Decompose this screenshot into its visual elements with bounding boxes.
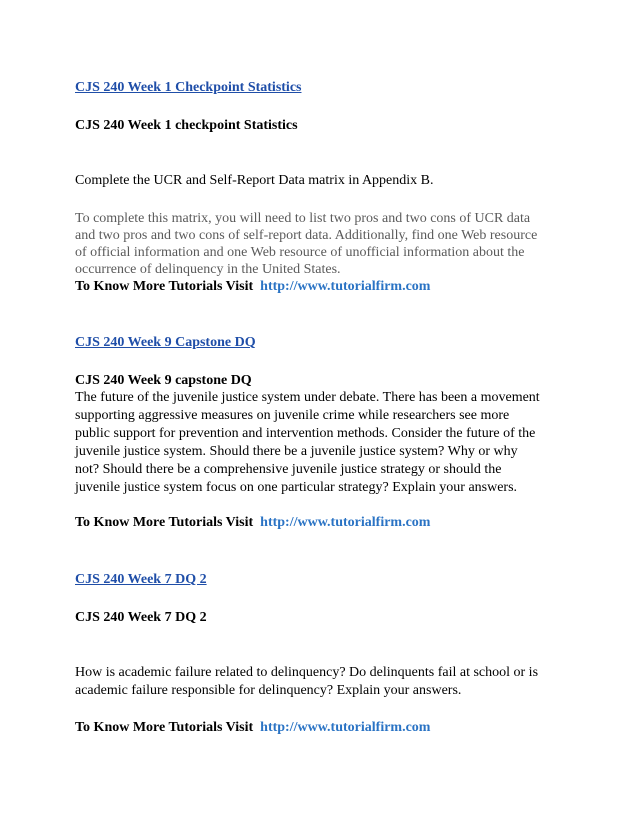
section2-body-line: juvenile justice system focus on one particular strategy? Explain your answers. (75, 480, 518, 495)
section1-body-line: of official information and one Web resource of unofficial information about the (75, 245, 525, 260)
section1-intro: Complete the UCR and Self-Report Data matrix in Appendix B. (75, 173, 434, 188)
section3-cta (75, 719, 430, 737)
section2-cta (75, 514, 430, 532)
section3-cta-label: To Know More Tutorials Visit (75, 720, 254, 735)
section1-body-line: occurrence of delinquency in the United States. (75, 262, 341, 277)
section2-body-line: supporting aggressive measures on juvenile crime while researchers see more (75, 408, 510, 423)
section1-subheading: CJS 240 Week 1 checkpoint Statistics (75, 118, 298, 133)
section2-subheading: CJS 240 Week 9 capstone DQ (75, 373, 252, 388)
section1-body-line: To complete this matrix, you will need to list two pros and two cons of UCR data (75, 211, 531, 226)
section3-cta-url-link[interactable]: http://www.tutorialfirm.com (260, 720, 431, 735)
section2-cta-label: To Know More Tutorials Visit (75, 515, 254, 530)
section2-cta-url-link[interactable]: http://www.tutorialfirm.com (260, 515, 431, 530)
section1-cta-label: To Know More Tutorials Visit (75, 279, 254, 294)
section2-body-line: The future of the juvenile justice system under debate. There has been a movement (75, 390, 540, 405)
section2-body-line: public support for prevention and intervention methods. Consider the future of the (75, 426, 536, 441)
section2-body-line: not? Should there be a comprehensive juvenile justice strategy or should the (75, 462, 502, 477)
section3-heading-link[interactable]: CJS 240 Week 7 DQ 2 (75, 572, 207, 587)
section3-body-line: academic failure responsible for delinquency? Explain your answers. (75, 683, 462, 698)
section2-heading-link[interactable]: CJS 240 Week 9 Capstone DQ (75, 335, 256, 350)
section3-subheading: CJS 240 Week 7 DQ 2 (75, 610, 207, 625)
section1-body-line: and two pros and two cons of self-report data. Additionally, find one Web resource (75, 228, 538, 243)
section2-body-line: juvenile justice system. Should there be a juvenile justice system? Why or why (75, 444, 518, 459)
section1-heading-link[interactable]: CJS 240 Week 1 Checkpoint Statistics (75, 80, 302, 95)
section3-body-line: How is academic failure related to delinquency? Do delinquents fail at school or is (75, 665, 539, 680)
section1-cta-url-link[interactable]: http://www.tutorialfirm.com (260, 279, 431, 294)
section1-cta (75, 278, 430, 296)
